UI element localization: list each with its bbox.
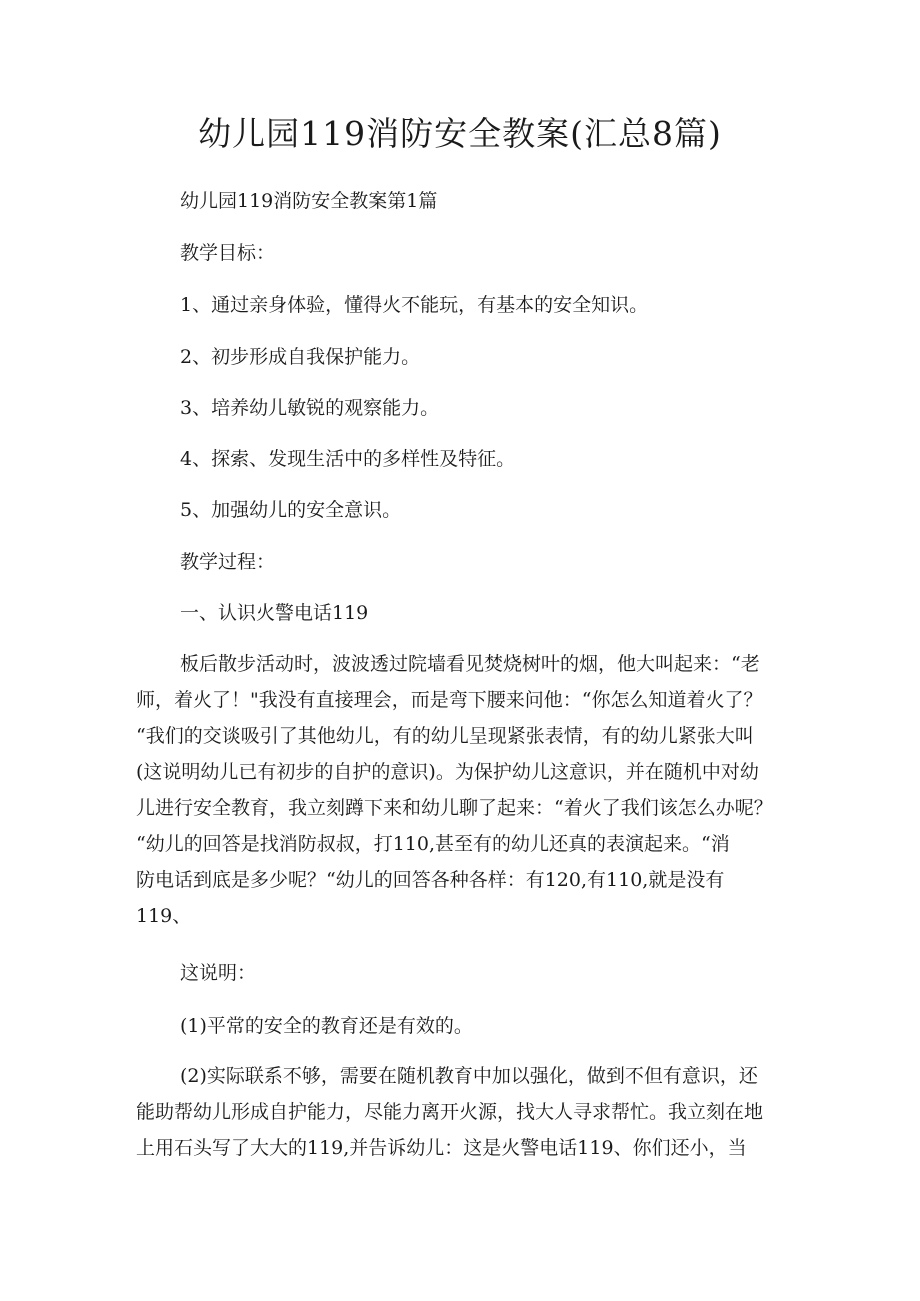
- paragraph-line: 上用石头写了大大的119,并告诉幼儿：这是火警电话119、你们还小，当: [136, 1137, 747, 1159]
- paragraph-line: 能助帮幼儿形成自护能力，尽能力离开火源，找大人寻求帮忙。我立刻在地: [136, 1101, 764, 1123]
- goal-item-4: 4、探索、发现生活中的多样性及特征。: [180, 448, 516, 470]
- body-paragraph: [136, 646, 796, 934]
- paragraph-line: 儿进行安全教育，我立刻蹲下来和幼儿聊了起来：“着火了我们该怎么办呢？: [136, 797, 773, 819]
- explain-item-1: (1)平常的安全的教育还是有效的。: [180, 1015, 473, 1037]
- process-label: 教学过程：: [180, 551, 276, 573]
- goals-label: 教学目标：: [180, 242, 276, 264]
- paragraph-line: 防电话到底是多少呢？“幼儿的回答各种各样：有120,有110,就是没有: [136, 869, 725, 891]
- explain-label: 这说明：: [180, 962, 257, 984]
- step-heading: 一、认识火警电话119: [180, 602, 369, 624]
- section-heading: 幼儿园119消防安全教案第1篇: [180, 190, 438, 212]
- explain-item-2: [136, 1058, 796, 1166]
- paragraph-line: 师，着火了！"我没有直接理会，而是弯下腰来问他：“你怎么知道着火了？: [136, 689, 763, 711]
- paragraph-line: (这说明幼儿已有初步的自护的意识)。为保护幼儿这意识，并在随机中对幼: [136, 761, 759, 783]
- goal-item-2: 2、初步形成自我保护能力。: [180, 346, 421, 368]
- goal-item-3: 3、培养幼儿敏锐的观察能力。: [180, 397, 440, 419]
- goal-item-1: 1、通过亲身体验，懂得火不能玩，有基本的安全知识。: [180, 294, 649, 316]
- paragraph-line: (2)实际联系不够，需要在随机教育中加以强化，做到不但有意识，还: [180, 1065, 758, 1087]
- paragraph-line: 板后散步活动时，波波透过院墙看见焚烧树叶的烟，他大叫起来：“老: [180, 653, 760, 675]
- goal-item-5: 5、加强幼儿的安全意识。: [180, 499, 402, 521]
- paragraph-line: “幼儿的回答是找消防叔叔，打110,甚至有的幼儿还真的表演起来。“消: [136, 833, 730, 855]
- paragraph-line: 119、: [136, 905, 192, 927]
- paragraph-line: “我们的交谈吸引了其他幼儿，有的幼儿呈现紧张表情，有的幼儿紧张大叫: [136, 725, 754, 747]
- document-title: 幼儿园119消防安全教案(汇总8篇): [198, 114, 722, 153]
